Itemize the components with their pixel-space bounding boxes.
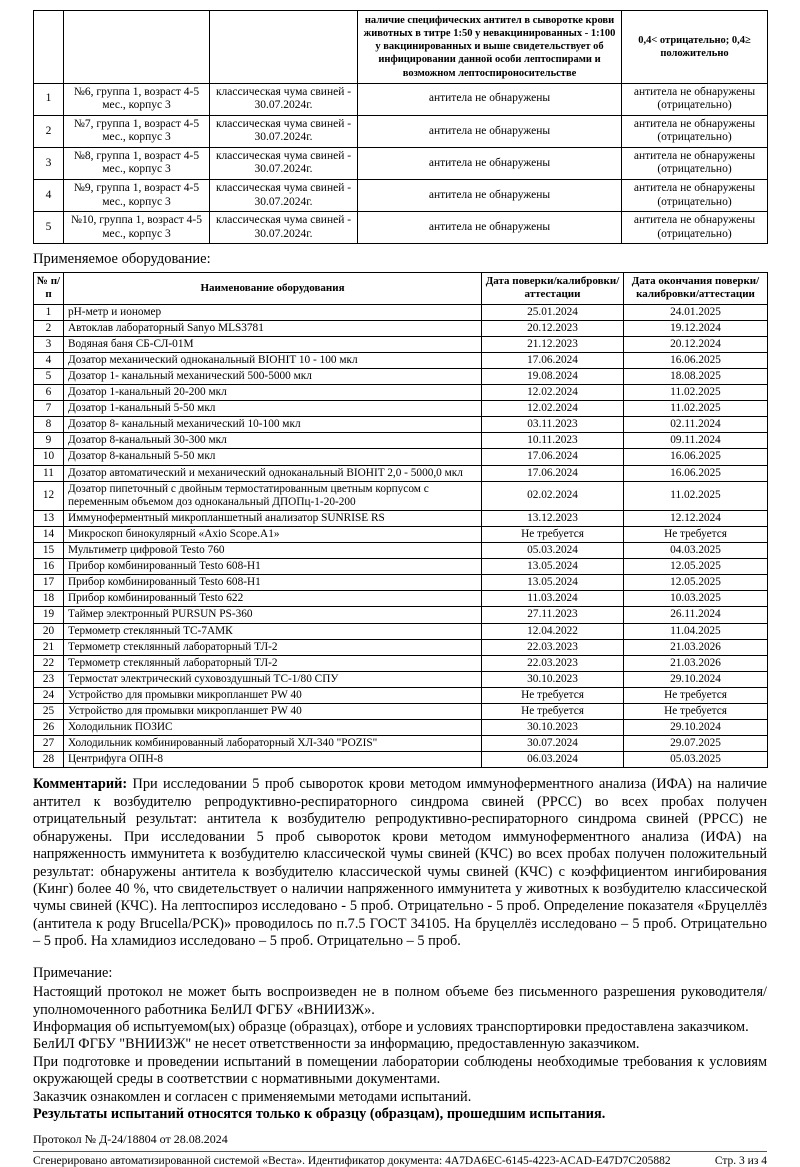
equipment-table-row <box>34 481 768 510</box>
equipment-name-cell: Устройство для промывки микропланшет PW 40 <box>64 703 482 719</box>
calibration-date-cell: 22.03.2023 <box>482 655 624 671</box>
calibration-date-cell: Не требуется <box>482 687 624 703</box>
equipment-table-row <box>34 575 768 591</box>
results-row-number: 4 <box>34 180 64 212</box>
ifa-result-cell: антитела не обнаружены <box>358 115 622 147</box>
protocol-number-line: Протокол № Д-24/18804 от 28.08.2024 <box>33 1131 228 1146</box>
calibration-end-date-cell: 21.03.2026 <box>624 655 768 671</box>
equipment-table-row <box>34 607 768 623</box>
equipment-header-calibration-date: Дата поверки/калибровки/аттестации <box>482 273 624 304</box>
calibration-date-cell: 25.01.2024 <box>482 304 624 320</box>
calibration-date-cell: 13.05.2024 <box>482 559 624 575</box>
calibration-end-date-cell: 16.06.2025 <box>624 449 768 465</box>
equipment-table-row <box>34 559 768 575</box>
calibration-end-date-cell: 19.12.2024 <box>624 320 768 336</box>
notes-title: Примечание: <box>33 964 113 981</box>
equipment-row-number: 20 <box>34 623 64 639</box>
equipment-table-row <box>34 433 768 449</box>
equipment-name-cell: Дозатор автоматический и механический одноканальный BIOHIT 2,0 - 5000,0 мкл <box>64 465 482 481</box>
equipment-table-row <box>34 591 768 607</box>
equipment-name-cell: Термометр стеклянный лабораторный ТЛ-2 <box>64 655 482 671</box>
equipment-name-cell: Дозатор механический одноканальный BIOHIT 10 - 100 мкл <box>64 352 482 368</box>
calibration-date-cell: 10.11.2023 <box>482 433 624 449</box>
sample-description-cell: №8, группа 1, возраст 4-5 мес., корпус 3 <box>64 147 210 179</box>
results-header-empty-sample <box>64 11 210 84</box>
equipment-name-cell: Микроскоп бинокулярный «Axio Scope.A1» <box>64 526 482 542</box>
note-line: Настоящий протокол не может быть воспроизведен не в полном объеме без письменного разрешения руководителя/уполномоченного работника БелИЛ ФГБУ «ВНИИЗЖ». <box>33 984 767 1018</box>
calibration-end-date-cell: 04.03.2025 <box>624 543 768 559</box>
sample-description-cell: №9, группа 1, возраст 4-5 мес., корпус 3 <box>64 180 210 212</box>
calibration-end-date-cell: 02.11.2024 <box>624 417 768 433</box>
equipment-row-number: 13 <box>34 510 64 526</box>
equipment-header-name: Наименование оборудования <box>64 273 482 304</box>
titer-result-cell: антитела не обнаружены (отрицательно) <box>622 212 768 244</box>
calibration-end-date-cell: 12.12.2024 <box>624 510 768 526</box>
calibration-end-date-cell: 11.02.2025 <box>624 385 768 401</box>
footer-row <box>33 1155 767 1167</box>
equipment-table-row <box>34 543 768 559</box>
calibration-date-cell: 02.02.2024 <box>482 481 624 510</box>
equipment-table-row <box>34 623 768 639</box>
calibration-date-cell: 12.02.2024 <box>482 385 624 401</box>
equipment-row-number: 25 <box>34 703 64 719</box>
results-row-number: 1 <box>34 83 64 115</box>
equipment-name-cell: Дозатор пипеточный с двойным термостатированным цветным корпусом с переменным объемом доз одноканальный ДПОПц-1-20-200 <box>64 481 482 510</box>
equipment-row-number: 8 <box>34 417 64 433</box>
equipment-row-number: 1 <box>34 304 64 320</box>
equipment-name-cell: Прибор комбинированный Testo 622 <box>64 591 482 607</box>
results-table-row <box>34 115 768 147</box>
comment-paragraph <box>33 776 767 950</box>
equipment-row-number: 22 <box>34 655 64 671</box>
notes-section <box>33 965 767 1124</box>
calibration-end-date-cell: 12.05.2025 <box>624 575 768 591</box>
calibration-end-date-cell: 24.01.2025 <box>624 304 768 320</box>
serology-results-table <box>33 10 768 244</box>
equipment-table-row <box>34 401 768 417</box>
calibration-date-cell: 12.04.2022 <box>482 623 624 639</box>
calibration-date-cell: 11.03.2024 <box>482 591 624 607</box>
results-table-row <box>34 180 768 212</box>
equipment-row-number: 15 <box>34 543 64 559</box>
equipment-name-cell: pH-метр и иономер <box>64 304 482 320</box>
equipment-row-number: 28 <box>34 752 64 768</box>
equipment-row-number: 4 <box>34 352 64 368</box>
sample-description-cell: №10, группа 1, возраст 4-5 мес., корпус 3 <box>64 212 210 244</box>
test-name-cell: классическая чума свиней - 30.07.2024г. <box>210 180 358 212</box>
calibration-date-cell: 05.03.2024 <box>482 543 624 559</box>
calibration-date-cell: 06.03.2024 <box>482 752 624 768</box>
calibration-date-cell: 22.03.2023 <box>482 639 624 655</box>
equipment-table-row <box>34 526 768 542</box>
titer-result-cell: антитела не обнаружены (отрицательно) <box>622 115 768 147</box>
results-table-row <box>34 147 768 179</box>
equipment-table <box>33 272 768 768</box>
note-line: Заказчик ознакомлен и согласен с применяемыми методами испытаний. <box>33 1088 472 1105</box>
calibration-end-date-cell: 10.03.2025 <box>624 591 768 607</box>
equipment-table-row <box>34 449 768 465</box>
note-line: Информация об испытуемом(ых) образце (образцах), отборе и условиях транспортировки предоставлена заказчиком. <box>33 1019 749 1036</box>
test-name-cell: классическая чума свиней - 30.07.2024г. <box>210 147 358 179</box>
calibration-end-date-cell: Не требуется <box>624 687 768 703</box>
sample-description-cell: №6, группа 1, возраст 4-5 мес., корпус 3 <box>64 83 210 115</box>
equipment-table-row <box>34 655 768 671</box>
equipment-row-number: 19 <box>34 607 64 623</box>
equipment-name-cell: Иммуноферментный микропланшетный анализатор SUNRISE RS <box>64 510 482 526</box>
ifa-result-cell: антитела не обнаружены <box>358 83 622 115</box>
equipment-table-row <box>34 687 768 703</box>
results-header-empty-test <box>210 11 358 84</box>
equipment-table-row <box>34 752 768 768</box>
calibration-date-cell: 12.02.2024 <box>482 401 624 417</box>
calibration-end-date-cell: 29.10.2024 <box>624 671 768 687</box>
calibration-end-date-cell: Не требуется <box>624 703 768 719</box>
equipment-table-row <box>34 336 768 352</box>
equipment-table-row <box>34 385 768 401</box>
calibration-end-date-cell: 09.11.2024 <box>624 433 768 449</box>
equipment-table-row <box>34 736 768 752</box>
calibration-end-date-cell: Не требуется <box>624 526 768 542</box>
equipment-row-number: 21 <box>34 639 64 655</box>
calibration-date-cell: 17.06.2024 <box>482 465 624 481</box>
calibration-end-date-cell: 16.06.2025 <box>624 352 768 368</box>
equipment-row-number: 16 <box>34 559 64 575</box>
ifa-result-cell: антитела не обнаружены <box>358 212 622 244</box>
ifa-result-cell: антитела не обнаружены <box>358 180 622 212</box>
calibration-end-date-cell: 18.08.2025 <box>624 369 768 385</box>
equipment-table-row <box>34 417 768 433</box>
equipment-row-number: 27 <box>34 736 64 752</box>
equipment-row-number: 2 <box>34 320 64 336</box>
footer-divider <box>33 1151 767 1152</box>
calibration-date-cell: 17.06.2024 <box>482 352 624 368</box>
calibration-end-date-cell: 29.10.2024 <box>624 720 768 736</box>
equipment-row-number: 11 <box>34 465 64 481</box>
equipment-row-number: 18 <box>34 591 64 607</box>
equipment-table-row <box>34 720 768 736</box>
equipment-row-number: 12 <box>34 481 64 510</box>
equipment-row-number: 7 <box>34 401 64 417</box>
notes-lines <box>33 984 767 1124</box>
note-line: При подготовке и проведении испытаний в помещении лаборатории соблюдены необходимые требования к условиям окружающей среды в соответствии с нормативными документами. <box>33 1053 767 1088</box>
equipment-row-number: 26 <box>34 720 64 736</box>
results-row-number: 2 <box>34 115 64 147</box>
note-line: БелИЛ ФГБУ "ВНИИЗЖ" не несет ответственности за информацию, предоставленную заказчиком. <box>33 1036 640 1053</box>
equipment-name-cell: Дозатор 8-канальный 30-300 мкл <box>64 433 482 449</box>
calibration-end-date-cell: 11.04.2025 <box>624 623 768 639</box>
results-header-empty-num <box>34 11 64 84</box>
equipment-name-cell: Дозатор 8- канальный механический 10-100 мкл <box>64 417 482 433</box>
equipment-name-cell: Дозатор 1-канальный 20-200 мкл <box>64 385 482 401</box>
equipment-name-cell: Прибор комбинированный Testo 608-H1 <box>64 559 482 575</box>
equipment-row-number: 10 <box>34 449 64 465</box>
results-header-threshold: 0,4< отрицательно; 0,4≥ положительно <box>622 11 768 84</box>
test-name-cell: классическая чума свиней - 30.07.2024г. <box>210 115 358 147</box>
calibration-date-cell: 13.12.2023 <box>482 510 624 526</box>
calibration-end-date-cell: 12.05.2025 <box>624 559 768 575</box>
calibration-end-date-cell: 16.06.2025 <box>624 465 768 481</box>
equipment-table-row <box>34 320 768 336</box>
calibration-date-cell: 21.12.2023 <box>482 336 624 352</box>
comment-label: Комментарий: <box>33 776 128 793</box>
equipment-table-row <box>34 304 768 320</box>
titer-result-cell: антитела не обнаружены (отрицательно) <box>622 147 768 179</box>
calibration-end-date-cell: 11.02.2025 <box>624 481 768 510</box>
equipment-row-number: 5 <box>34 369 64 385</box>
ifa-result-cell: антитела не обнаружены <box>358 147 622 179</box>
equipment-table-row <box>34 465 768 481</box>
comment-text: При исследовании 5 проб сывороток крови методом иммуноферментного анализа (ИФА) на наличие антител к возбудителю репродуктивно-респираторного синдрома свиней (РРСС) во всех пробах получен отрицательный результат: антитела к возбудителю репродуктивно-респираторного синдрома свиней (РРСС) не обнаружены. При исследовании 5 проб сывороток крови методом иммуноферментного анализа (ИФА) на напряженность иммунитета к возбудителю классической чумы свиней (КЧС) во всех пробах получен положительный результат: обнаружены антитела к возбудителю классической чумы свиней (КЧС) с коэффициентом ингибирования (Кинг) более 40 %, что свидетельствует о наличии напряженного иммунитета у животных к возбудителю классической чумы свиней (КЧС). На лептоспироз исследовано - 5 проб. Отрицательно - 5 проб. Определение показателя «Бруцеллёз (антитела к роду Brucella/РСК)» проводилось по п.7.5 ГОСТ 34105. На бруцеллёз исследовано – 5 проб. Отрицательно – 5 проб. На хламидиоз исследовано – 5 проб. Отрицательно – 5 проб. <box>33 776 767 950</box>
results-table-row <box>34 83 768 115</box>
equipment-name-cell: Термометр стеклянный лабораторный ТЛ-2 <box>64 639 482 655</box>
equipment-row-number: 17 <box>34 575 64 591</box>
equipment-row-number: 3 <box>34 336 64 352</box>
test-name-cell: классическая чума свиней - 30.07.2024г. <box>210 83 358 115</box>
test-name-cell: классическая чума свиней - 30.07.2024г. <box>210 212 358 244</box>
calibration-end-date-cell: 20.12.2024 <box>624 336 768 352</box>
note-line: Результаты испытаний относятся только к образцу (образцам), прошедшим испытания. <box>33 1106 606 1123</box>
calibration-date-cell: 30.07.2024 <box>482 736 624 752</box>
results-row-number: 3 <box>34 147 64 179</box>
equipment-name-cell: Устройство для промывки микропланшет PW 40 <box>64 687 482 703</box>
equipment-name-cell: Холодильник ПОЗИС <box>64 720 482 736</box>
calibration-date-cell: Не требуется <box>482 703 624 719</box>
results-row-number: 5 <box>34 212 64 244</box>
calibration-date-cell: Не требуется <box>482 526 624 542</box>
calibration-end-date-cell: 26.11.2024 <box>624 607 768 623</box>
calibration-date-cell: 30.10.2023 <box>482 671 624 687</box>
equipment-name-cell: Холодильник комбинированный лабораторный ХЛ-340 "POZIS" <box>64 736 482 752</box>
calibration-date-cell: 30.10.2023 <box>482 720 624 736</box>
equipment-row-number: 14 <box>34 526 64 542</box>
equipment-header-row <box>34 273 768 304</box>
equipment-table-row <box>34 510 768 526</box>
equipment-name-cell: Термостат электрический суховоздушный ТС-1/80 СПУ <box>64 671 482 687</box>
equipment-table-row <box>34 671 768 687</box>
calibration-date-cell: 27.11.2023 <box>482 607 624 623</box>
results-header-row <box>34 11 768 84</box>
equipment-table-row <box>34 703 768 719</box>
equipment-name-cell: Дозатор 1-канальный 5-50 мкл <box>64 401 482 417</box>
equipment-name-cell: Водяная баня СБ-СЛ-01М <box>64 336 482 352</box>
calibration-end-date-cell: 29.07.2025 <box>624 736 768 752</box>
equipment-header-calibration-end-date: Дата окончания поверки/калибровки/аттестации <box>624 273 768 304</box>
equipment-name-cell: Автоклав лабораторный Sanyo MLS3781 <box>64 320 482 336</box>
equipment-table-row <box>34 352 768 368</box>
calibration-date-cell: 13.05.2024 <box>482 575 624 591</box>
titer-result-cell: антитела не обнаружены (отрицательно) <box>622 83 768 115</box>
results-header-interpretation: наличие специфических антител в сыворотке крови животных в титре 1:50 у невакцинированных - 1:100 у вакцинированных и выше свидетельствует об инфицировании данной особи лептоспирами и возможном лептоспироносительстве <box>358 11 622 84</box>
equipment-row-number: 9 <box>34 433 64 449</box>
calibration-end-date-cell: 21.03.2026 <box>624 639 768 655</box>
equipment-row-number: 23 <box>34 671 64 687</box>
calibration-end-date-cell: 05.03.2025 <box>624 752 768 768</box>
sample-description-cell: №7, группа 1, возраст 4-5 мес., корпус 3 <box>64 115 210 147</box>
equipment-row-number: 24 <box>34 687 64 703</box>
calibration-date-cell: 17.06.2024 <box>482 449 624 465</box>
equipment-table-row <box>34 639 768 655</box>
equipment-name-cell: Прибор комбинированный Testo 608-H1 <box>64 575 482 591</box>
calibration-date-cell: 03.11.2023 <box>482 417 624 433</box>
equipment-name-cell: Термометр стеклянный ТС-7АМК <box>64 623 482 639</box>
equipment-name-cell: Дозатор 1- канальный механический 500-5000 мкл <box>64 369 482 385</box>
equipment-header-num: № п/п <box>34 273 64 304</box>
page-footer <box>33 1132 767 1167</box>
equipment-name-cell: Мультиметр цифровой Testo 760 <box>64 543 482 559</box>
equipment-name-cell: Центрифуга ОПН-8 <box>64 752 482 768</box>
equipment-section-title: Применяемое оборудование: <box>33 251 211 268</box>
calibration-end-date-cell: 11.02.2025 <box>624 401 768 417</box>
generated-by-line: Сгенерировано автоматизированной системой «Веста». Идентификатор документа: 4A7DA6EC-6145-4223-ACAD-E47D7C205882 <box>33 1154 671 1167</box>
equipment-row-number: 6 <box>34 385 64 401</box>
calibration-date-cell: 20.12.2023 <box>482 320 624 336</box>
page-number: Стр. 3 из 4 <box>714 1154 767 1167</box>
results-table-row <box>34 212 768 244</box>
titer-result-cell: антитела не обнаружены (отрицательно) <box>622 180 768 212</box>
equipment-name-cell: Таймер электронный PURSUN PS-360 <box>64 607 482 623</box>
calibration-date-cell: 19.08.2024 <box>482 369 624 385</box>
equipment-table-row <box>34 369 768 385</box>
equipment-name-cell: Дозатор 8-канальный 5-50 мкл <box>64 449 482 465</box>
